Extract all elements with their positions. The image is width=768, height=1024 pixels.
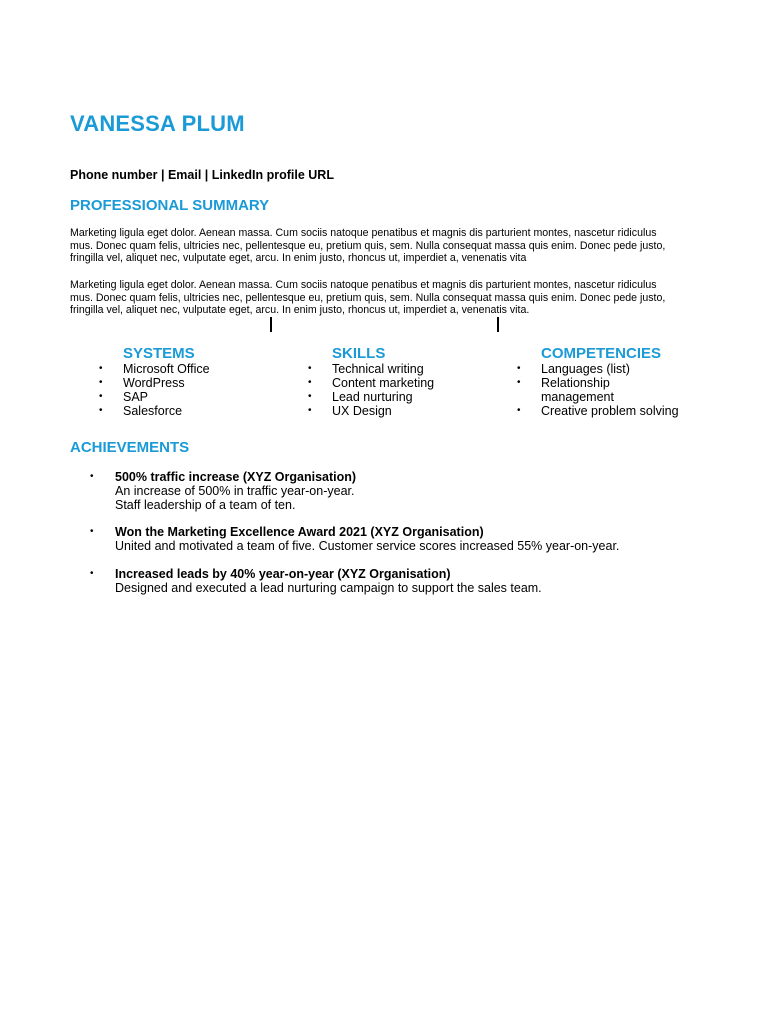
bullet-icon: • bbox=[308, 391, 312, 402]
bullet-icon: • bbox=[99, 391, 103, 402]
skills-heading: SKILLS bbox=[332, 345, 386, 362]
bullet-icon: • bbox=[308, 363, 312, 374]
competencies-heading: COMPETENCIES bbox=[541, 345, 662, 362]
systems-column bbox=[99, 345, 283, 418]
achievement-title: 500% traffic increase (XYZ Organisation) bbox=[115, 470, 357, 484]
list-item: • UX Design bbox=[308, 404, 392, 418]
list-item: • Salesforce bbox=[99, 404, 183, 418]
column-divider bbox=[270, 317, 272, 332]
list-item: • Languages (list) bbox=[517, 362, 630, 376]
bullet-icon: • bbox=[99, 405, 103, 416]
bullet-icon: • bbox=[308, 405, 312, 416]
achievements-heading: ACHIEVEMENTS bbox=[70, 439, 190, 456]
list-item: • Creative problem solving bbox=[517, 404, 679, 418]
competencies-column bbox=[517, 345, 691, 418]
bullet-icon: • bbox=[308, 377, 312, 388]
summary-paragraph-2: Marketing ligula eget dolor. Aenean massa. Cum sociis natoque penatibus et magnis dis parturient montes, nascetur ridiculus mus. Donec quam felis, ultricies nec, pellentesque eu, pretium quis, sem. Nulla consequat massa quis enim. Donec pede justo, fringilla vel, aliquet nec, vulputate eget, arcu. In enim justo, rhoncus ut, imperdiet a, venenatis vita. bbox=[70, 279, 666, 317]
bullet-icon: • bbox=[90, 471, 94, 482]
achievement-detail: Staff leadership of a team of ten. bbox=[115, 498, 296, 512]
bullet-icon: • bbox=[99, 377, 103, 388]
summary-heading: PROFESSIONAL SUMMARY bbox=[70, 197, 270, 214]
bullet-icon: • bbox=[90, 568, 94, 579]
bullet-icon: • bbox=[90, 526, 94, 537]
column-divider bbox=[497, 317, 499, 332]
list-item: • Content marketing bbox=[308, 376, 435, 390]
achievement-item bbox=[90, 470, 356, 512]
achievement-title: Won the Marketing Excellence Award 2021 (XYZ Organisation) bbox=[115, 525, 484, 539]
contact-line: Phone number | Email | LinkedIn profile URL bbox=[70, 168, 334, 182]
list-item: • WordPress bbox=[99, 376, 185, 390]
achievement-item bbox=[90, 525, 619, 553]
skills-column bbox=[308, 345, 492, 418]
achievement-detail: An increase of 500% in traffic year-on-year. bbox=[115, 484, 355, 498]
achievement-item bbox=[90, 567, 542, 595]
summary-paragraph-1: Marketing ligula eget dolor. Aenean massa. Cum sociis natoque penatibus et magnis dis parturient montes, nascetur ridiculus mus. Donec quam felis, ultricies nec, pellentesque eu, pretium quis, sem. Nulla consequat massa quis enim. Donec pede justo, fringilla vel, aliquet nec, vulputate eget, arcu. In enim justo, rhoncus ut, imperdiet a, venenatis vita bbox=[70, 227, 666, 265]
competencies-list bbox=[517, 362, 691, 418]
list-item: • Technical writing bbox=[308, 362, 424, 376]
list-item: • Lead nurturing bbox=[308, 390, 413, 404]
list-item: • SAP bbox=[99, 390, 149, 404]
achievement-title: Increased leads by 40% year-on-year (XYZ Organisation) bbox=[115, 567, 451, 581]
systems-list bbox=[99, 362, 283, 418]
systems-heading: SYSTEMS bbox=[123, 345, 195, 362]
achievement-detail: Designed and executed a lead nurturing campaign to support the sales team. bbox=[115, 581, 542, 595]
list-item: • Microsoft Office bbox=[99, 362, 210, 376]
bullet-icon: • bbox=[99, 363, 103, 374]
achievement-detail: United and motivated a team of five. Customer service scores increased 55% year-on-year. bbox=[115, 539, 620, 553]
bullet-icon: • bbox=[517, 363, 521, 374]
skills-list bbox=[308, 362, 492, 418]
bullet-icon: • bbox=[517, 377, 521, 388]
list-item: • Relationship management bbox=[517, 376, 614, 404]
bullet-icon: • bbox=[517, 405, 521, 416]
candidate-name: VANESSA PLUM bbox=[70, 111, 245, 136]
